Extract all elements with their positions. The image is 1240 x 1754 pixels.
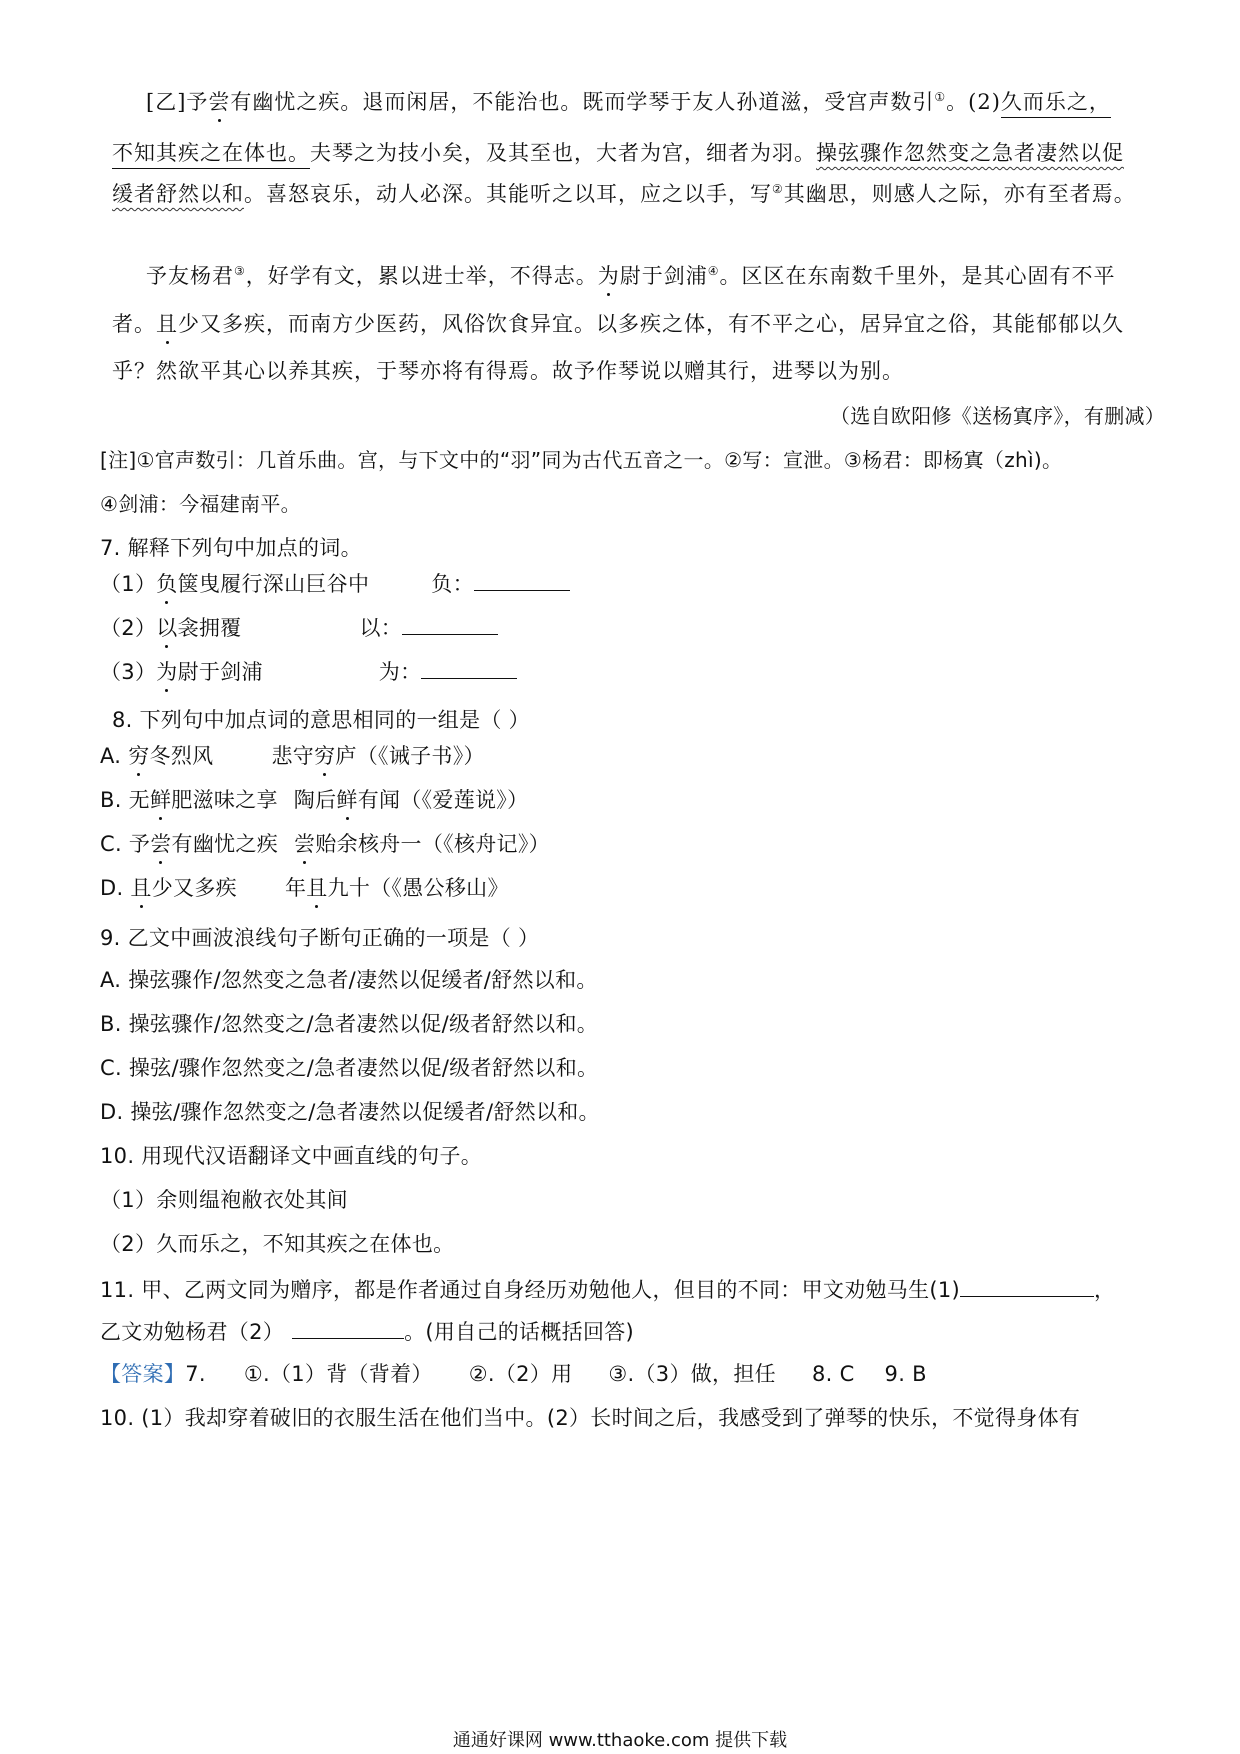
footnote-marker: ① (934, 90, 947, 104)
page-footer: 通通好课网 www.tthaoke.com 提供下载 (452, 1730, 788, 1751)
dotted-char: 为 (156, 660, 178, 684)
question-10-title: 10. 用现代汉语翻译文中画直线的句子。 (100, 1144, 483, 1168)
text: 有幽忧之疾。退而闲居，不能治也。既而学琴于友人孙道滋，受宫声数引 (230, 90, 935, 114)
text: 。(用自己的话概括回答) (404, 1320, 635, 1344)
text: B. 无 (100, 788, 150, 812)
question-7-item-3 (100, 660, 517, 683)
text: （2） (100, 616, 157, 640)
question-7-item-2 (100, 616, 498, 639)
answer-line (100, 1364, 927, 1385)
question-9-option-b[interactable]: B. 操弦骤作/忽然变之/急者凄然以促/级者舒然以和。 (100, 1012, 599, 1036)
dotted-char: 尝 (150, 832, 172, 856)
text: 尉于剑浦 (177, 660, 263, 684)
text: 。喜怒哀乐，动人必深。其能听之以耳，应之以手，写 (244, 182, 772, 206)
text: [乙]予 (146, 90, 209, 114)
answer-tag: 【答案】 (100, 1362, 186, 1386)
question-8-option-c[interactable] (100, 834, 550, 855)
text: 箧曳履行深山巨谷中 (177, 572, 370, 596)
text: C. 予 (100, 832, 151, 856)
source-citation: （选自欧阳修《送杨寘序》，有删减） (830, 404, 1166, 428)
passage-line (112, 314, 1124, 335)
dotted-char: 负 (156, 572, 178, 596)
passage-line (112, 184, 1136, 205)
text: 有闻（《爱莲说》） (357, 788, 529, 812)
text: 少又多疾 (151, 876, 237, 900)
answer-9: 9. B (884, 1362, 927, 1386)
dotted-char: 鲜 (336, 788, 358, 812)
dotted-char: 且 (156, 312, 178, 336)
text: ， (1094, 1278, 1116, 1302)
dotted-char: 鲜 (149, 788, 172, 812)
question-7-title: 7. 解释下列句中加点的词。 (100, 536, 362, 560)
question-8-option-b[interactable] (100, 790, 528, 811)
question-8-option-d[interactable] (100, 878, 509, 899)
text: 负： (431, 572, 474, 596)
text: （1） (100, 572, 157, 596)
text: 庐（《诫子书》） (335, 744, 485, 768)
dotted-char: 且 (306, 876, 328, 900)
dotted-char: 为 (597, 264, 620, 288)
question-9-option-d[interactable]: D. 操弦/骤作忽然变之/急者凄然以促缓者/舒然以和。 (100, 1100, 600, 1124)
dotted-char: 尝 (294, 832, 316, 856)
wavy-underlined-sentence: 缓者舒然以和 (112, 182, 244, 206)
text: 陶后 (293, 788, 337, 812)
question-8-option-a[interactable] (100, 746, 485, 767)
text: 予友杨君 (146, 264, 234, 288)
dotted-char: 穷 (314, 744, 336, 768)
question-9-title: 9. 乙文中画波浪线句子断句正确的一项是（ ） (100, 926, 540, 950)
question-10-item-1: （1）余则缊袍敝衣处其间 (100, 1188, 348, 1212)
question-9-option-a[interactable]: A. 操弦骤作/忽然变之急者/凄然以促缓者/舒然以和。 (100, 968, 598, 992)
question-10-item-2: （2）久而乐之，不知其疾之在体也。 (100, 1232, 455, 1256)
question-7-item-1 (100, 572, 570, 595)
text: 7. (185, 1362, 206, 1386)
wavy-underlined-sentence: 操弦骤作忽然变之急者凄然以促 (816, 141, 1124, 165)
answer-blank[interactable] (421, 660, 517, 679)
answer-10: 10. (1）我却穿着破旧的衣服生活在他们当中。(2）长时间之后，我感受到了弹琴的快乐，不觉得身体有 (100, 1406, 1081, 1430)
dotted-char: 且 (130, 876, 152, 900)
dotted-char: 穷 (128, 744, 150, 768)
passage-line: 乎？然欲平其心以养其疾，于琴亦将有得焉。故予作琴说以赠其行，进琴以为别。 (112, 359, 904, 383)
text: 悲守 (271, 744, 315, 768)
text: （3） (100, 660, 157, 684)
text: ，好学有文，累以进士举，不得志。 (245, 264, 598, 288)
text: D. (100, 876, 131, 900)
text: 少又多疾，而南方少医药，风俗饮食异宜。以多疾之体，有不平之心，居异宜之俗，其能郁郁以久 (178, 312, 1124, 336)
text: 。区区在东南数千里外，是其心固有不平 (719, 264, 1116, 288)
text: 。(2) (946, 90, 1001, 114)
answer-blank[interactable] (960, 1278, 1094, 1297)
text: 尉于剑浦 (619, 264, 708, 288)
underlined-sentence: 久而乐之， (1001, 90, 1111, 118)
answer-7-1: ①.（1）背（背着） (243, 1362, 433, 1386)
answer-8: 8. C (811, 1362, 855, 1386)
text: 九十（《愚公移山》 (327, 876, 509, 900)
text: 其幽思，则感人之际，亦有至者焉。 (783, 182, 1136, 206)
footnote-marker: ② (772, 182, 784, 196)
answer-7-3: ③.（3）做，担任 (608, 1362, 776, 1386)
answer-7-2: ②.（2）用 (468, 1362, 573, 1386)
dotted-char: 以 (156, 616, 178, 640)
question-9-option-c[interactable]: C. 操弦/骤作忽然变之/急者凄然以促/级者舒然以和。 (100, 1056, 599, 1080)
passage-line (146, 92, 1111, 113)
answer-blank[interactable] (292, 1320, 404, 1339)
text: 冬烈风 (149, 744, 214, 768)
text: A. (100, 744, 129, 768)
text: 乙文劝勉杨君（2） (100, 1320, 285, 1344)
text: 为： (378, 660, 422, 684)
text: 有幽忧之疾 (171, 832, 279, 856)
footnote-marker: ③ (234, 264, 246, 278)
question-11-line-2 (100, 1320, 634, 1343)
answer-blank[interactable] (402, 616, 498, 635)
footnote-marker: ④ (707, 264, 720, 278)
text: 以： (359, 616, 403, 640)
text: 衾拥覆 (177, 616, 242, 640)
text: 者。 (112, 312, 156, 336)
question-8-title: 8. 下列句中加点词的意思相同的一组是（ ） (112, 708, 530, 732)
notes-line: [注]①官声数引：几首乐曲。宫，与下文中的“羽”同为古代五音之一。②写：宣泄。③杨君：即杨寘（zhì)。 (100, 448, 1063, 472)
text: 年 (284, 876, 307, 900)
question-11-line-1 (100, 1278, 1115, 1301)
notes-line: ④剑浦：今福建南平。 (100, 492, 301, 516)
answer-blank[interactable] (474, 572, 570, 591)
dotted-char: 尝 (208, 90, 231, 114)
underlined-sentence: 不知其疾之在体也。 (112, 141, 310, 169)
passage-line (112, 143, 1124, 164)
text: 贻余核舟一（《核舟记》） (315, 832, 550, 856)
text: 夫琴之为技小矣，及其至也，大者为宫，细者为羽。 (310, 141, 816, 165)
text: 11. 甲、乙两文同为赠序，都是作者通过自身经历劝勉他人，但目的不同：甲文劝勉马生(1) (100, 1278, 961, 1302)
passage-line (146, 266, 1116, 287)
text: 肥滋味之享 (171, 788, 278, 812)
